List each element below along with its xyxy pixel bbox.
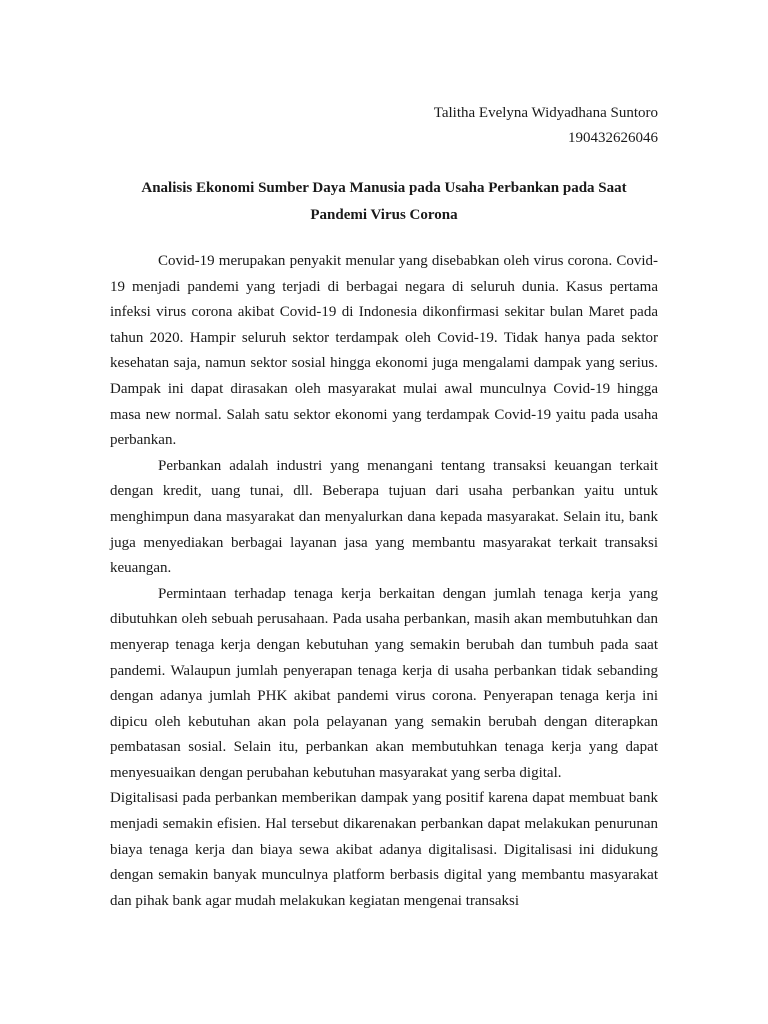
title-line-1: Analisis Ekonomi Sumber Daya Manusia pada Usaha Perbankan pada Saat <box>141 180 627 196</box>
title-line-2: Pandemi Virus Corona <box>310 207 458 223</box>
paragraph-4: Digitalisasi pada perbankan memberikan dampak yang positif karena dapat membuat bank menjadi semakin efisien. Hal tersebut dikarenakan perbankan dapat melakukan penurunan biaya tenaga kerja dan biaya sewa akibat adanya digitalisasi. Digitalisasi ini didukung dengan semakin banyak munculnya platform berbasis digital yang membantu masyarakat dan pihak bank agar mudah melakukan kegiatan mengenai transaksi <box>110 790 658 909</box>
paragraph-2: Perbankan adalah industri yang menangani tentang transaksi keuangan terkait dengan kredit, uang tunai, dll. Beberapa tujuan dari usaha perbankan yaitu untuk menghimpun dana masyarakat dan menyalurkan dana kepada masyarakat. Selain itu, bank juga menyediakan berbagai layanan jasa yang membantu masyarakat terkait transaksi keuangan. <box>110 457 658 577</box>
document-title <box>110 175 658 229</box>
author-block <box>434 101 658 151</box>
paragraph-1: Covid-19 merupakan penyakit menular yang disebabkan oleh virus corona. Covid-19 menjadi pandemi yang terjadi di berbagai negara di seluruh dunia. Kasus pertama infeksi virus corona akibat Covid-19 di Indonesia dikonfirmasi sekitar bulan Maret pada tahun 2020. Hampir seluruh sektor terdampak oleh Covid-19. Tidak hanya pada sektor kesehatan saja, namun sektor sosial hingga ekonomi juga mengalami dampak yang serius. Dampak ini dapat dirasakan oleh masyarakat mulai awal munculnya Covid-19 hingga masa new normal. Salah satu sektor ekonomi yang terdampak Covid-19 yaitu pada usaha perbankan. <box>110 253 658 449</box>
author-name: Talitha Evelyna Widyadhana Suntoro <box>433 105 658 121</box>
document-body <box>110 249 658 914</box>
paragraph-3: Permintaan terhadap tenaga kerja berkaitan dengan jumlah tenaga kerja yang dibutuhkan oleh sebuah perusahaan. Pada usaha perbankan, masih akan membutuhkan dan menyerap tenaga kerja dengan kebutuhan yang semakin berubah dan tumbuh pada saat pandemi. Walaupun jumlah penyerapan tenaga kerja di usaha perbankan tidak sebanding dengan adanya jumlah PHK akibat pandemi virus corona. Penyerapan tenaga kerja ini dipicu oleh kebutuhan akan pola pelayanan yang semakin berubah dengan diterapkan pembatasan sosial. Selain itu, perbankan akan membutuhkan tenaga kerja yang dapat menyesuaikan dengan perubahan kebutuhan masyarakat yang serba digital. <box>110 585 658 781</box>
student-id: 190432626046 <box>568 130 658 146</box>
